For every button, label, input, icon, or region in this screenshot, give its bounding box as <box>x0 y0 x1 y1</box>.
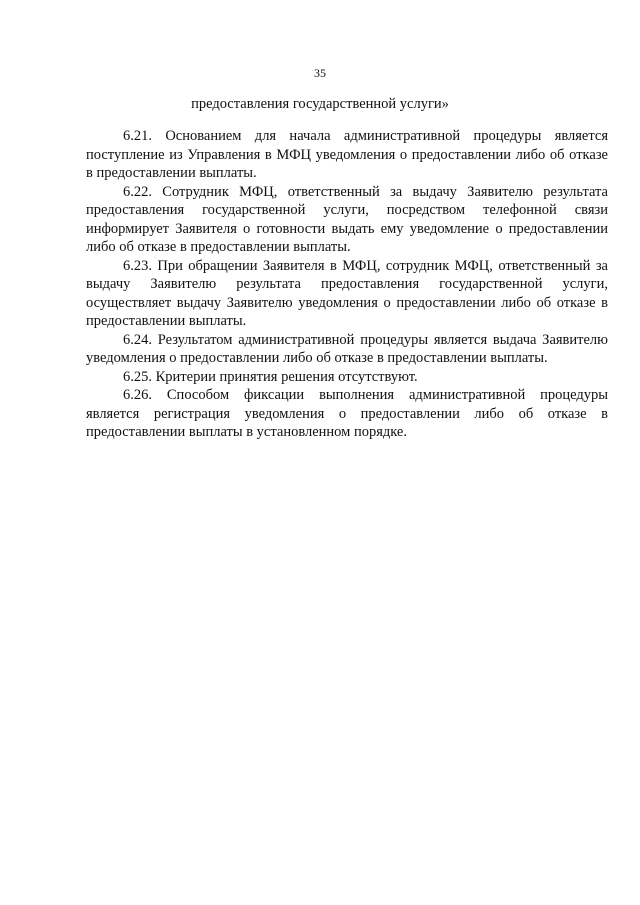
paragraph-6-22: 6.22. Сотрудник МФЦ, ответственный за выдачу Заявителю результата предоставления государственной услуги, посредством телефонной связи информирует Заявителя о готовности выдать ему уведомление о предоставлении либо об отказе в предоставлении выплаты. <box>86 183 608 255</box>
paragraph-6-23: 6.23. При обращении Заявителя в МФЦ, сотрудник МФЦ, ответственный за выдачу Заявителю результата предоставления государственной услуги, осуществляет выдачу Заявителю уведомления о предоставлении либо об отказе в предоставлении выплаты. <box>86 257 608 329</box>
paragraph-6-26: 6.26. Способом фиксации выполнения административной процедуры является регистрация уведомления о предоставлении либо об отказе в предоставлении выплаты в установленном порядке. <box>86 387 608 440</box>
heading-tail: предоставления государственной услуги» <box>191 96 449 112</box>
page-number: 35 <box>314 66 326 80</box>
paragraph-6-21: 6.21. Основанием для начала административной процедуры является поступление из Управления в МФЦ уведомления о предоставлении либо об отказе в предоставлении выплаты. <box>86 128 608 181</box>
paragraph-6-25: 6.25. Критерии принятия решения отсутствуют. <box>123 368 418 385</box>
paragraph-6-24: 6.24. Результатом административной процедуры является выдача Заявителю уведомления о предоставлении либо об отказе в предоставлении выплаты. <box>86 331 608 366</box>
document-body <box>86 127 608 442</box>
